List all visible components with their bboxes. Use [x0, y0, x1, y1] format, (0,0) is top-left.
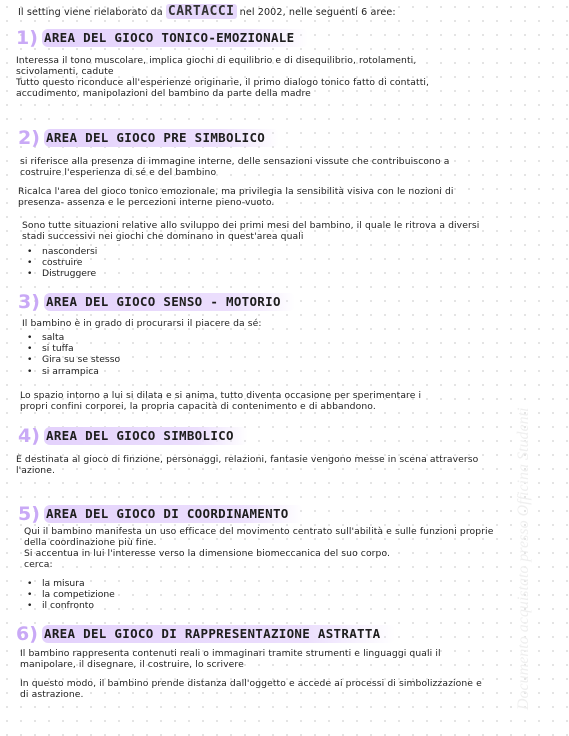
- section-6-paragraph-1: [20, 648, 441, 670]
- text-line: della coordinazione più fine.: [24, 537, 157, 548]
- list-item: • Distruggere: [22, 268, 97, 279]
- section-6-heading: [16, 624, 395, 644]
- watermark: Documento acquistato presso Officina Studenti: [515, 407, 532, 710]
- section-2-paragraph-1: [20, 156, 449, 178]
- section-3-heading: [18, 292, 295, 312]
- text-line: si riferisce alla presenza di immagine interne, delle sensazioni vissute che contribuiscono a: [20, 156, 450, 167]
- section-2-paragraph-3: [22, 220, 479, 242]
- section-number: 2): [18, 127, 40, 149]
- text-line: costruire l'esperienza di sé e del bambino: [20, 167, 217, 178]
- intro-line: [18, 6, 396, 18]
- text-line: Si accentua in lui l'interesse verso la dimensione biomeccanica del suo corpo.: [24, 548, 391, 559]
- section-4-body: [16, 454, 478, 476]
- section-2-list: [22, 246, 97, 280]
- section-3-list: [22, 332, 120, 377]
- text-line: presenza- assenza e le percezioni interne pieno-vuoto.: [18, 197, 275, 208]
- list-item: • la misura: [22, 578, 115, 589]
- section-title: AREA DEL GIOCO SIMBOLICO: [44, 427, 248, 445]
- list-item: • Gira su se stesso: [22, 354, 120, 365]
- section-title: AREA DEL GIOCO TONICO-EMOZIONALE: [42, 29, 308, 47]
- text-line: Ricalca l'area del gioco tonico emozionale, ma privilegia la sensibilità visiva con le nozioni di: [18, 186, 454, 197]
- list-item: • il confronto: [22, 600, 115, 611]
- section-title: AREA DEL GIOCO DI RAPPRESENTAZIONE ASTRATTA: [42, 625, 395, 643]
- section-4-heading: [18, 426, 248, 446]
- text-line: propri confini corporei, la propria capacità di contenimento e di abbandono.: [20, 401, 376, 412]
- section-5-heading: [18, 504, 303, 524]
- text-line: Qui il bambino manifesta un uso efficace del movimento centrato sull'abilità e sulle funzioni proprie: [24, 526, 494, 537]
- text-line: Interessa il tono muscolare, implica giochi di equilibrio e di disequilibrio, rotolamenti,: [16, 55, 417, 66]
- intro-before: Il setting viene rielaborato da: [18, 7, 163, 18]
- text-line: manipolare, il disegnare, il costruire, lo scrivere: [20, 659, 244, 670]
- section-3-paragraph-2: [20, 390, 421, 412]
- list-item: • la competizione: [22, 589, 115, 600]
- text-line: Sono tutte situazioni relative allo sviluppo dei primi mesi del bambino, il quale le ritrova a diversi: [22, 220, 480, 231]
- section-title: AREA DEL GIOCO PRE SIMBOLICO: [44, 129, 279, 147]
- text-line: l'azione.: [16, 465, 56, 476]
- list-item: • nascondersi: [22, 246, 97, 257]
- section-3-paragraph-1: [22, 318, 262, 329]
- text-line: Il bambino è in grado di procurarsi il piacere da sé:: [22, 318, 262, 329]
- text-line: scivolamenti, cadute: [16, 66, 114, 77]
- list-item: • costruire: [22, 257, 97, 268]
- intro-brand: CARTACCI: [167, 4, 235, 19]
- section-number: 6): [16, 623, 38, 645]
- section-1-body: [16, 55, 429, 99]
- text-line: Il bambino rappresenta contenuti reali o immaginari tramite strumenti e linguaggi quali il: [20, 648, 441, 659]
- section-number: 3): [18, 291, 40, 313]
- section-number: 1): [16, 27, 38, 49]
- list-item: • si arrampica: [22, 366, 120, 377]
- text-line: Tutto questo riconduce all'esperienze originarie, il primo dialogo tonico fatto di contatti,: [16, 77, 430, 88]
- text-line: stadi successivi nei giochi che dominano in quest'area quali: [22, 231, 304, 242]
- text-line: accudimento, manipolazioni del bambino da parte della madre: [16, 88, 311, 99]
- section-6-paragraph-2: [20, 678, 482, 700]
- section-5-list: [22, 578, 115, 612]
- section-1-heading: [16, 28, 308, 48]
- section-2-paragraph-2: [18, 186, 454, 208]
- section-title: AREA DEL GIOCO SENSO - MOTORIO: [44, 293, 295, 311]
- section-number: 4): [18, 425, 40, 447]
- intro-after: nel 2002, nelle seguenti 6 aree:: [239, 7, 396, 18]
- text-line: In questo modo, il bambino prende distanza dall'oggetto e accede ai processi di simbolizzazione e: [20, 678, 482, 689]
- list-item: • si tuffa: [22, 343, 120, 354]
- section-number: 5): [18, 503, 40, 525]
- section-title: AREA DEL GIOCO DI COORDINAMENTO: [44, 505, 303, 523]
- text-line: Lo spazio intorno a lui si dilata e si anima, tutto diventa occasione per sperimentare i: [20, 390, 422, 401]
- section-2-heading: [18, 128, 279, 148]
- text-line: cerca:: [24, 559, 53, 570]
- section-5-paragraph-1: [24, 526, 493, 570]
- text-line: di astrazione.: [20, 689, 84, 700]
- list-item: • salta: [22, 332, 120, 343]
- text-line: È destinata al gioco di finzione, personaggi, relazioni, fantasie vengono messe in scena attraverso: [16, 454, 479, 465]
